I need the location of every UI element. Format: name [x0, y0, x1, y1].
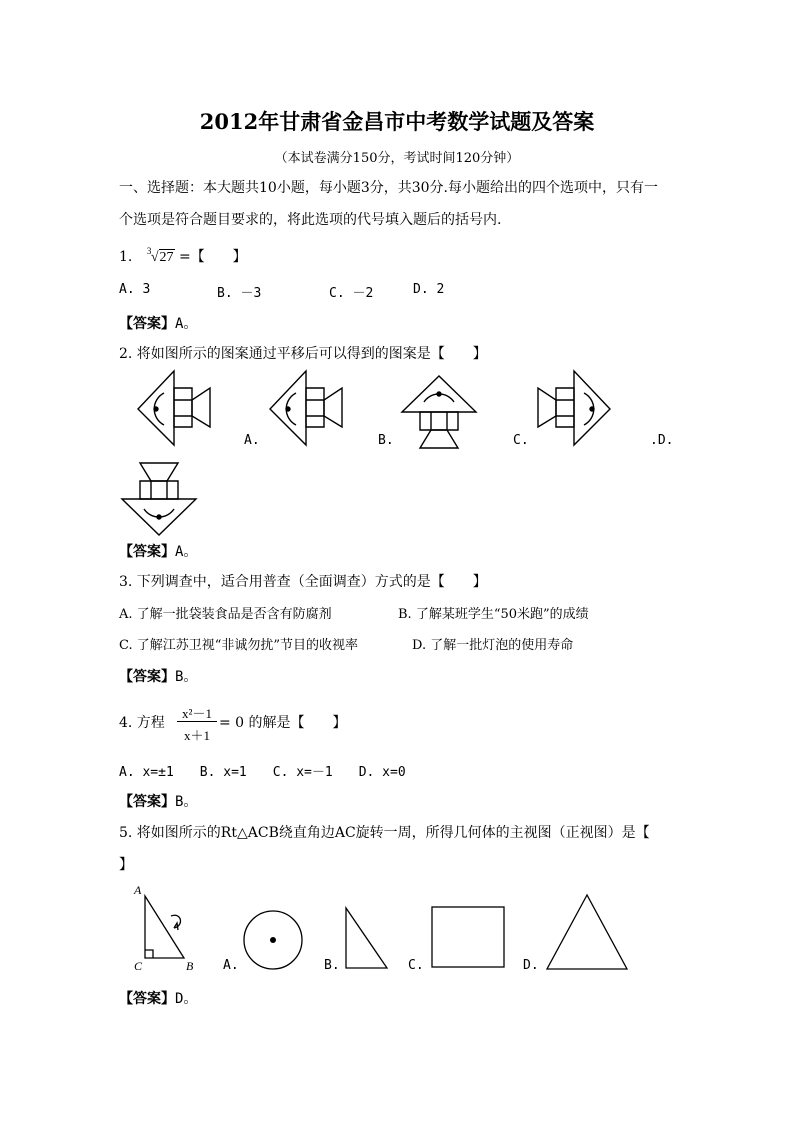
fish-option-a-figure: [266, 369, 346, 447]
vertex-c-label: C: [134, 959, 143, 973]
fraction-numerator: x²－1: [182, 706, 212, 721]
question-3: 3. 下列调查中，适合用普查（全面调查）方式的是【 】: [119, 574, 487, 590]
answer-label: 【答案】: [119, 544, 175, 560]
answer-value: B。: [175, 794, 198, 810]
q2-answer: [119, 541, 197, 561]
q1-answer: [119, 313, 197, 333]
q5-answer: [119, 988, 197, 1008]
radicand: 27: [159, 250, 174, 265]
section-instructions-line1: 一、选择题：本大题共10小题，每小题3分，共30分.每小题给出的四个选项中，只有一: [119, 180, 658, 196]
right-triangle-acb-figure: [128, 882, 208, 974]
q1-option-c: C. －2: [329, 286, 374, 301]
q4-options: A. x=±1 B. x=1 C. x=－1 D. x=0: [119, 765, 406, 780]
q5-label-d: D.: [523, 958, 539, 973]
answer-label: 【答案】: [119, 669, 175, 685]
fish-original-figure: [134, 369, 214, 447]
question-number: 1.: [119, 249, 133, 265]
fraction-bar: [177, 721, 217, 722]
exam-info: （本试卷满分150分，考试时间120分钟）: [274, 151, 520, 166]
q2-label-b: B.: [378, 433, 394, 448]
question-5: 5. 将如图所示的Rt△ACB绕直角边AC旋转一周，所得几何体的主视图（正视图）是【: [119, 825, 650, 841]
circle-view-figure: [242, 909, 304, 971]
q1-option-d: D. 2: [413, 282, 445, 297]
right-triangle-view-figure: [344, 906, 390, 970]
answer-bracket: =【 】: [178, 249, 247, 265]
question-4-suffix: = 0 的解是【 】: [219, 715, 347, 731]
q3-option-d: D. 了解一批灯泡的使用寿命: [412, 638, 574, 653]
q1-option-a: A. 3: [119, 282, 151, 297]
q5-label-b: B.: [324, 958, 340, 973]
q3-option-b: B. 了解某班学生“50米跑”的成绩: [398, 607, 589, 622]
question-2: 2. 将如图所示的图案通过平移后可以得到的图案是【 】: [119, 346, 487, 362]
vertex-a-label: A: [134, 883, 142, 897]
cube-root-expression: 3 √27: [146, 246, 174, 265]
question-1: [119, 246, 247, 266]
q5-label-c: C.: [408, 958, 424, 973]
fish-option-d-figure: [120, 457, 198, 537]
q3-answer: [119, 666, 197, 686]
question-4-prefix: 4. 方程: [119, 715, 165, 731]
q2-label-c: C.: [513, 433, 529, 448]
fraction-denominator: x＋1: [183, 728, 210, 743]
q2-label-a: A.: [244, 433, 260, 448]
section-instructions-line2: 个选项是符合题目要求的，将此选项的代号填入题后的括号内.: [119, 212, 502, 228]
isosceles-triangle-view-figure: [545, 893, 629, 971]
vertex-b-label: B: [186, 959, 194, 973]
answer-value: A。: [175, 316, 198, 332]
q5-label-a: A.: [223, 958, 239, 973]
page-title: 2012年甘肃省金昌市中考数学试题及答案: [199, 109, 595, 134]
q2-label-d: .D.: [650, 433, 674, 448]
fish-option-c-figure: [534, 369, 614, 447]
answer-label: 【答案】: [119, 794, 175, 810]
answer-value: D。: [175, 991, 198, 1007]
question-5-continued: 】: [119, 857, 133, 873]
q3-option-c: C. 了解江苏卫视“非诚勿扰”节目的收视率: [119, 638, 359, 653]
q3-option-a: A. 了解一批袋装食品是否含有防腐剂: [119, 607, 332, 622]
q4-answer: [119, 791, 197, 811]
answer-label: 【答案】: [119, 991, 175, 1007]
fish-option-b-figure: [400, 374, 478, 454]
answer-value: A。: [175, 544, 198, 560]
root-index: 3: [146, 246, 152, 256]
answer-value: B。: [175, 669, 198, 685]
answer-label: 【答案】: [119, 316, 175, 332]
q1-option-b: B. －3: [217, 286, 262, 301]
rectangle-view-figure: [430, 905, 506, 969]
